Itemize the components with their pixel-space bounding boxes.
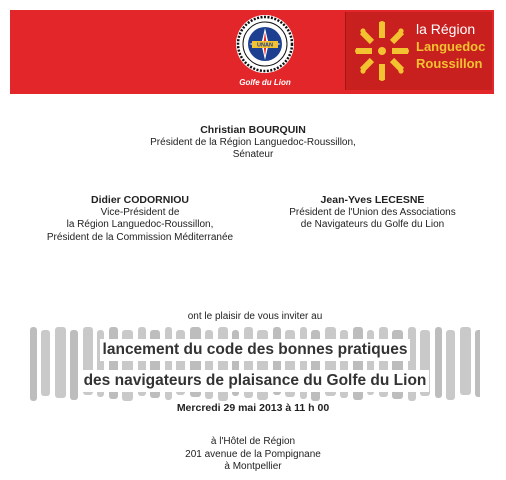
- host-right-line: de Navigateurs du Golfe du Lion: [300, 219, 445, 230]
- event-title-line2: [20, 370, 490, 392]
- host-primary-name: Christian BOURQUIN: [200, 124, 306, 136]
- host-left-name: Didier CODORNIOU: [90, 194, 189, 206]
- region-logo-line3: Roussillon: [416, 56, 483, 71]
- event-address: [103, 436, 403, 474]
- host-left: [20, 194, 260, 244]
- region-logo: [345, 12, 492, 90]
- host-primary-line: Sénateur: [232, 149, 274, 160]
- host-primary-line: Président de la Région Languedoc-Roussillon,: [150, 136, 356, 148]
- occitan-cross-icon: [352, 18, 412, 84]
- address-line: à l'Hôtel de Région: [210, 436, 296, 447]
- seal-label: UNAN: [257, 42, 273, 49]
- host-left-line: Vice-Président de: [100, 206, 180, 218]
- event-title-line2-text: des navigateurs de plaisance du Golfe du Lion: [81, 370, 430, 392]
- event-title-line1: [20, 339, 490, 361]
- seal-caption: Golfe du Lion: [239, 78, 291, 87]
- event-date: Mercredi 29 mai 2013 à 11 h 00: [176, 402, 330, 414]
- region-logo-line1: la Région: [416, 21, 476, 37]
- address-line: 201 avenue de la Pompignane: [185, 448, 321, 460]
- region-logo-text: [416, 21, 485, 72]
- host-right-name: Jean-Yves LECESNE: [320, 194, 425, 206]
- host-left-line: la Région Languedoc-Roussillon,: [66, 219, 214, 230]
- host-right: [260, 194, 485, 232]
- invitation-intro: ont le plaisir de vous inviter au: [187, 311, 323, 322]
- address-line: à Montpellier: [224, 461, 282, 472]
- host-right-line: Président de l'Union des Associations: [289, 206, 456, 218]
- host-left-line: Président de la Commission Méditerranée: [46, 231, 234, 243]
- event-title-line1-text: lancement du code des bonnes pratiques: [100, 339, 411, 361]
- region-logo-line2: Languedoc: [416, 39, 486, 54]
- unan-seal-logo: [235, 14, 295, 74]
- host-primary: [103, 124, 403, 162]
